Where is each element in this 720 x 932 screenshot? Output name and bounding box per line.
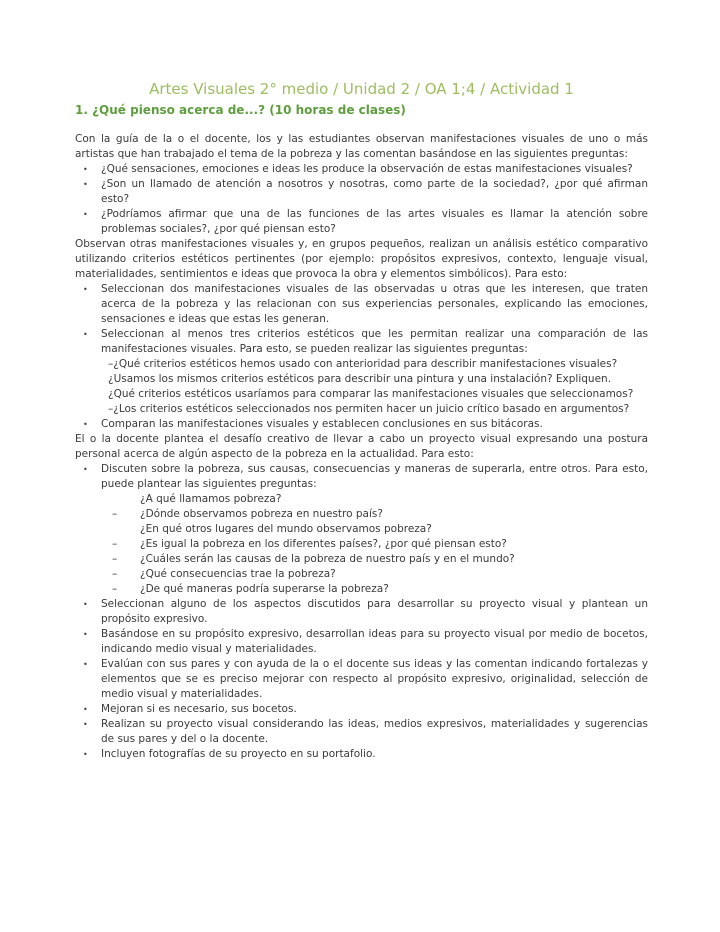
dash-icon: – — [112, 583, 118, 595]
sub-question — [112, 492, 648, 507]
bullet-icon: • — [83, 720, 88, 729]
bullet-icon: • — [83, 165, 88, 174]
dash-icon: – — [112, 538, 118, 550]
bullet-text: Evalúan con sus pares y con ayuda de la o el docente sus ideas y las comentan indicando fortalezas y elementos que se es preciso mejorar con respecto al propósito expresivo, originalidad, selección de medio visual y materialidades. — [101, 658, 648, 700]
bullet-text: Seleccionan alguno de los aspectos discutidos para desarrollar su proyecto visual y plantean un propósito expresivo. — [101, 598, 648, 625]
sub-question: –¿Los criterios estéticos seleccionados nos permiten hacer un juicio crítico basado en argumentos? — [108, 403, 630, 415]
bullet-text: Basándose en su propósito expresivo, desarrollan ideas para su proyecto visual por medio de bocetos, indicando medio visual y materialidades. — [101, 628, 648, 655]
intro-paragraph: El o la docente plantea el desafío creativo de llevar a cabo un proyecto visual expresando una postura personal acerca de algún aspecto de la pobreza en la actualidad. Para esto: — [75, 433, 648, 460]
bullet-item — [75, 627, 648, 657]
bullet-text: ¿Qué sensaciones, emociones e ideas les produce la observación de estas manifestaciones visuales? — [101, 163, 633, 175]
sub-question — [112, 567, 648, 582]
bullet-item — [75, 282, 648, 327]
bullet-item — [75, 597, 648, 627]
bullet-text: ¿Podríamos afirmar que una de las funciones de las artes visuales es llamar la atención sobre problemas sociales?, ¿por qué piensan esto? — [101, 208, 648, 235]
bullet-icon: • — [83, 750, 88, 759]
bullet-item — [75, 717, 648, 747]
sub-question — [112, 582, 648, 597]
section-observacion — [75, 132, 648, 237]
bullet-item — [75, 417, 648, 432]
bullet-text: ¿Son un llamado de atención a nosotros y nosotras, como parte de la sociedad?, ¿por qué afirman esto? — [101, 178, 648, 205]
bullet-icon: • — [83, 465, 88, 474]
sub-question — [112, 522, 648, 537]
bullet-item — [75, 327, 648, 357]
bullet-item — [75, 702, 648, 717]
bullet-item — [75, 747, 648, 762]
bullet-icon: • — [83, 705, 88, 714]
question-text: ¿De qué maneras podría superarse la pobreza? — [140, 583, 389, 595]
bullet-icon: • — [83, 660, 88, 669]
bullet-item — [75, 462, 648, 492]
intro-paragraph: Observan otras manifestaciones visuales y, en grupos pequeños, realizan un análisis estético comparativo utilizando criterios estéticos pertinentes (por ejemplo: propósitos expresivos, contexto, lenguaje visual, materialidades, sentimientos e ideas que provoca la obra y elementos simbólicos). Para esto: — [75, 238, 648, 280]
intro-paragraph: Con la guía de la o el docente, los y las estudiantes observan manifestaciones visuales de uno o más artistas que han trabajado el tema de la pobreza y las comentan basándose en las siguientes preguntas: — [75, 133, 648, 160]
bullet-text: Comparan las manifestaciones visuales y establecen conclusiones en sus bitácoras. — [101, 418, 543, 430]
sub-question: ¿Usamos los mismos criterios estéticos para describir una pintura y una instalación? Expliquen. — [108, 373, 612, 385]
page-title: Artes Visuales 2° medio / Unidad 2 / OA 1;4 / Actividad 1 — [149, 80, 574, 98]
question-text: ¿Dónde observamos pobreza en nuestro país? — [140, 508, 383, 520]
section-proyecto-visual — [75, 432, 648, 762]
section-analisis-estetico — [75, 237, 648, 432]
bullet-text: Discuten sobre la pobreza, sus causas, consecuencias y maneras de superarla, entre otros. Para esto, puede plantear las siguientes preguntas: — [101, 463, 648, 490]
bullet-icon: • — [83, 630, 88, 639]
bullet-item — [75, 177, 648, 207]
sub-question — [112, 507, 648, 522]
bullet-text: Mejoran si es necesario, sus bocetos. — [101, 703, 297, 715]
bullet-icon: • — [83, 180, 88, 189]
bullet-text: Realizan su proyecto visual considerando las ideas, medios expresivos, materialidades y sugerencias de sus pares y del o la docente. — [101, 718, 648, 745]
bullet-item — [75, 162, 648, 177]
dash-icon: – — [112, 568, 118, 580]
dash-icon: – — [112, 508, 118, 520]
activity-heading: 1. ¿Qué pienso acerca de...? (10 horas de clases) — [75, 103, 406, 117]
sub-question — [112, 537, 648, 552]
dash-icon — [112, 492, 140, 507]
bullet-icon: • — [83, 600, 88, 609]
bullet-icon: • — [83, 420, 88, 429]
question-text: ¿Es igual la pobreza en los diferentes países?, ¿por qué piensan esto? — [140, 538, 507, 550]
bullet-icon: • — [83, 285, 88, 294]
sub-question: ¿Qué criterios estéticos usaríamos para comparar las manifestaciones visuales que seleccionamos? — [108, 388, 634, 400]
bullet-item — [75, 657, 648, 702]
question-text: ¿Cuáles serán las causas de la pobreza de nuestro país y en el mundo? — [140, 553, 515, 565]
question-text: ¿En qué otros lugares del mundo observamos pobreza? — [140, 523, 432, 535]
dash-icon — [112, 522, 140, 537]
sub-question: –¿Qué criterios estéticos hemos usado con anterioridad para describir manifestaciones visuales? — [108, 358, 618, 370]
bullet-item — [75, 207, 648, 237]
bullet-text: Incluyen fotografías de su proyecto en su portafolio. — [101, 748, 376, 760]
bullet-icon: • — [83, 210, 88, 219]
dash-icon: – — [112, 553, 118, 565]
sub-question — [112, 552, 648, 567]
bullet-icon: • — [83, 330, 88, 339]
question-text: ¿Qué consecuencias trae la pobreza? — [140, 568, 336, 580]
bullet-text: Seleccionan al menos tres criterios estéticos que les permitan realizar una comparación de las manifestaciones visuales. Para esto, se pueden realizar las siguientes preguntas: — [101, 328, 648, 355]
question-text: ¿A qué llamamos pobreza? — [140, 493, 282, 505]
bullet-text: Seleccionan dos manifestaciones visuales de las observadas u otras que les interesen, que traten acerca de la pobreza y las relacionan con sus experiencias personales, explicando las emociones, sensaciones e ideas que estas les generan. — [101, 283, 648, 325]
